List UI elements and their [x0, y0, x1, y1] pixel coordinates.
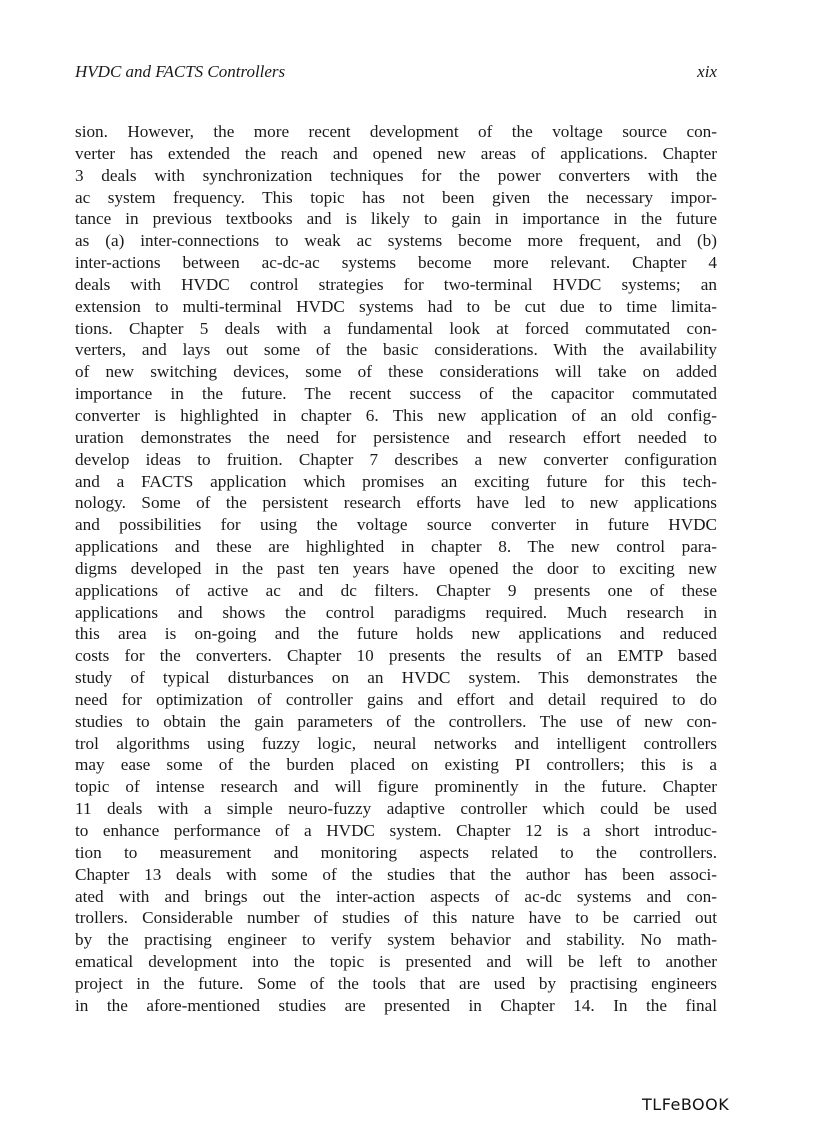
body-line: need for optimization of controller gains and effort and detail required to do [75, 689, 717, 709]
body-line: uration demonstrates the need for persistence and research effort needed to [75, 427, 717, 447]
body-line: nology. Some of the persistent research efforts have led to new applications [75, 493, 717, 513]
body-line: in the afore-mentioned studies are presented in Chapter 14. In the final [75, 995, 717, 1015]
body-line: tance in previous textbooks and is likely to gain in importance in the future [75, 209, 717, 229]
body-line: tion to measurement and monitoring aspects related to the controllers. [75, 842, 717, 862]
body-line: ated with and brings out the inter-action aspects of ac-dc systems and con- [75, 886, 717, 906]
running-head [75, 62, 717, 84]
body-line: as (a) inter-connections to weak ac systems become more frequent, and (b) [75, 231, 717, 251]
watermark: TLFeBOOK [642, 1095, 730, 1114]
body-line: develop ideas to fruition. Chapter 7 describes a new converter configuration [75, 449, 717, 469]
body-line: 11 deals with a simple neuro-fuzzy adaptive controller which could be used [75, 799, 717, 819]
body-line: costs for the converters. Chapter 10 presents the results of an EMTP based [75, 646, 717, 666]
body-line: may ease some of the burden placed on existing PI controllers; this is a [75, 755, 717, 775]
body-line: study of typical disturbances on an HVDC system. This demonstrates the [75, 668, 717, 688]
book-title: HVDC and FACTS Controllers [75, 62, 286, 81]
body-line: this area is on-going and the future holds new applications and reduced [75, 624, 717, 644]
page-number: xix [697, 62, 717, 81]
body-line: by the practising engineer to verify system behavior and stability. No math- [75, 930, 717, 950]
body-line: applications and shows the control paradigms required. Much research in [75, 602, 717, 622]
body-line: importance in the future. The recent success of the capacitor commutated [75, 384, 717, 404]
body-line: applications and these are highlighted in chapter 8. The new control para- [75, 537, 717, 557]
body-line: 3 deals with synchronization techniques for the power converters with the [75, 165, 717, 185]
body-line: ematical development into the topic is presented and will be left to another [75, 952, 717, 972]
body-line: ac system frequency. This topic has not been given the necessary impor- [75, 187, 717, 207]
body-line: Chapter 13 deals with some of the studies that the author has been associ- [75, 864, 717, 884]
body-line: trollers. Considerable number of studies of this nature have to be carried out [75, 908, 717, 928]
body-line: and possibilities for using the voltage source converter in future HVDC [75, 515, 717, 535]
body-line: verters, and lays out some of the basic considerations. With the availability [75, 340, 717, 360]
body-line: deals with HVDC control strategies for two-terminal HVDC systems; an [75, 274, 717, 294]
body-line: of new switching devices, some of these considerations will take on added [75, 362, 717, 382]
body-line: tions. Chapter 5 deals with a fundamental look at forced commutated con- [75, 318, 717, 338]
body-line: verter has extended the reach and opened new areas of applications. Chapter [75, 143, 717, 163]
body-line: project in the future. Some of the tools that are used by practising engineers [75, 973, 717, 993]
body-line: applications of active ac and dc filters. Chapter 9 presents one of these [75, 580, 717, 600]
body-line: converter is highlighted in chapter 6. This new application of an old config- [75, 405, 717, 425]
body-text [75, 121, 717, 1017]
body-line: to enhance performance of a HVDC system. Chapter 12 is a short introduc- [75, 821, 717, 840]
body-line: inter-actions between ac-dc-ac systems become more relevant. Chapter 4 [75, 253, 717, 273]
body-line: digms developed in the past ten years have opened the door to exciting new [75, 558, 717, 578]
body-line: topic of intense research and will figure prominently in the future. Chapter [75, 777, 717, 797]
body-line: trol algorithms using fuzzy logic, neural networks and intelligent controllers [75, 733, 717, 753]
body-line: and a FACTS application which promises an exciting future for this tech- [75, 471, 717, 491]
body-line: sion. However, the more recent development of the voltage source con- [75, 122, 717, 141]
body-line: studies to obtain the gain parameters of the controllers. The use of new con- [75, 711, 717, 731]
body-line: extension to multi-terminal HVDC systems had to be cut due to time limita- [75, 296, 717, 316]
